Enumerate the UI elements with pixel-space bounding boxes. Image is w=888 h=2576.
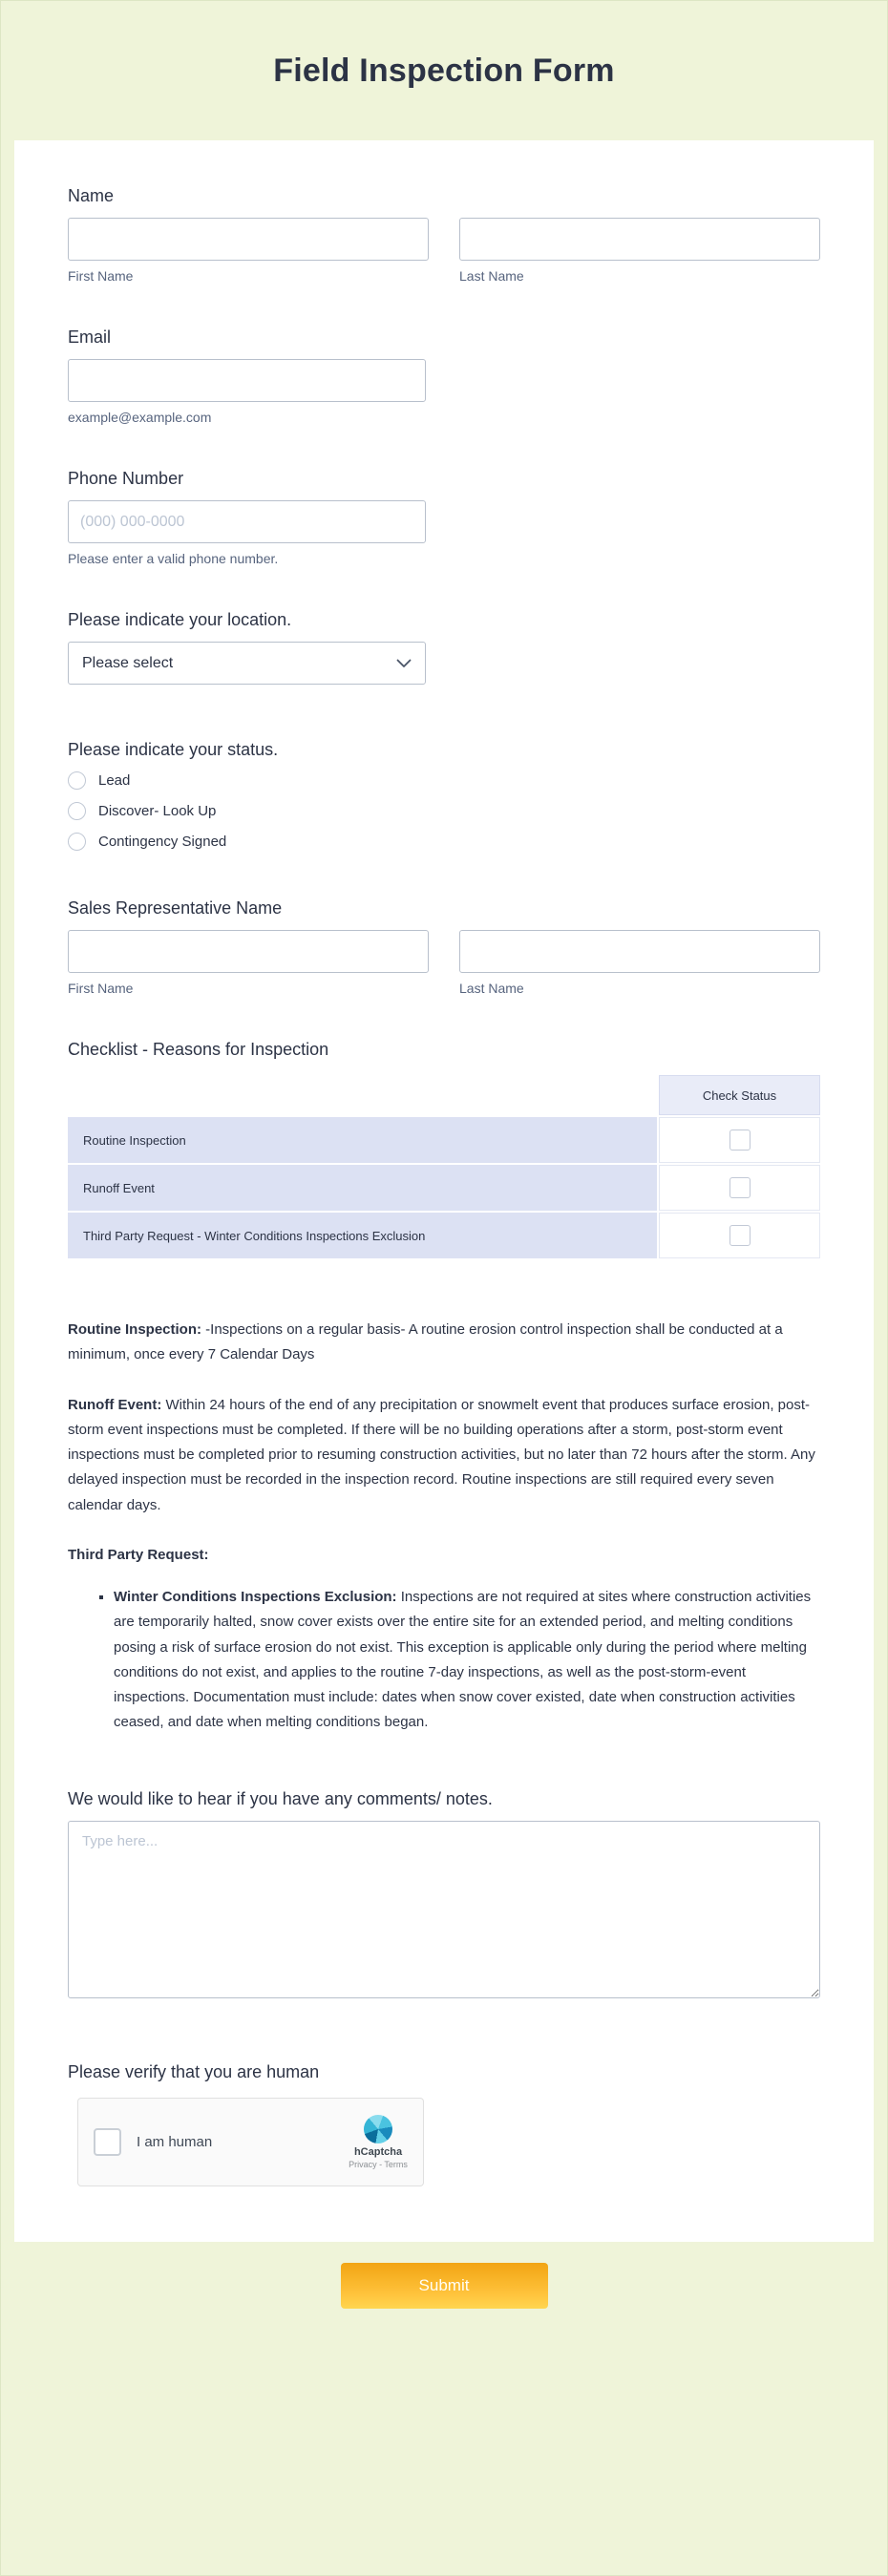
name-label: Name	[68, 186, 115, 205]
info-rest: Within 24 hours of the end of any precipitation or snowmelt event that produces surface erosion, post-storm event inspections must be completed. If there will be no building operations after a storm, post-storm event inspections must be completed prior to resuming construction activities, but no later than 72 hours after the storm. Any delayed inspection must be recorded in the inspection record. Routine inspections are still required every seven calendar days.	[68, 1396, 815, 1513]
info-bold: Routine Inspection:	[68, 1321, 201, 1338]
hcaptcha-privacy-terms-links[interactable]: Privacy - Terms	[349, 2159, 408, 2169]
location-label: Please indicate your location.	[68, 610, 292, 629]
email-label: Email	[68, 327, 112, 347]
sales-rep-label: Sales Representative Name	[68, 898, 283, 918]
field-phone	[68, 469, 820, 566]
info-bold: Runoff Event:	[68, 1396, 162, 1413]
field-captcha	[68, 2062, 820, 2186]
comments-label: We would like to hear if you have any comments/ notes.	[68, 1788, 493, 1808]
last-name-sublabel: Last Name	[459, 268, 524, 284]
chevron-down-icon	[396, 659, 412, 668]
field-checklist	[68, 1040, 820, 1258]
radio-button[interactable]	[68, 771, 86, 790]
hcaptcha-widget[interactable]	[77, 2098, 424, 2186]
first-name-sublabel: First Name	[68, 268, 134, 284]
sales-rep-first-sublabel: First Name	[68, 981, 134, 996]
checklist-label: Checklist - Reasons for Inspection	[68, 1040, 329, 1059]
info-paragraph-runoff	[68, 1393, 820, 1518]
radio-label: Discover- Look Up	[98, 803, 217, 819]
submit-button[interactable]: Submit	[341, 2263, 548, 2309]
info-bold: Winter Conditions Inspections Exclusion:	[114, 1589, 397, 1605]
last-name-input[interactable]	[459, 218, 820, 261]
email-sublabel: example@example.com	[68, 410, 212, 425]
checklist-column-header: Check Status	[659, 1075, 820, 1115]
checklist-row-label: Third Party Request - Winter Conditions Inspections Exclusion	[68, 1213, 657, 1258]
status-option-lead[interactable]	[68, 771, 820, 790]
status-option-contingency[interactable]	[68, 833, 820, 851]
radio-label: Contingency Signed	[98, 834, 227, 850]
phone-input[interactable]	[68, 500, 426, 543]
phone-sublabel: Please enter a valid phone number.	[68, 551, 279, 566]
radio-button[interactable]	[68, 833, 86, 851]
checklist-table	[68, 1075, 820, 1258]
page-title: Field Inspection Form	[273, 52, 615, 89]
info-paragraph-third-party	[68, 1543, 820, 1568]
checklist-check-cell	[659, 1213, 820, 1258]
field-name	[68, 186, 820, 284]
info-bold: Third Party Request:	[68, 1546, 209, 1563]
sales-rep-last-sublabel: Last Name	[459, 981, 524, 996]
checklist-row-label: Runoff Event	[68, 1165, 657, 1211]
first-name-input[interactable]	[68, 218, 429, 261]
info-bullet-winter-exclusion	[114, 1585, 820, 1736]
checklist-checkbox-runoff[interactable]	[729, 1177, 751, 1198]
phone-label: Phone Number	[68, 469, 184, 488]
checklist-check-cell	[659, 1165, 820, 1211]
radio-button[interactable]	[68, 802, 86, 820]
location-select-value: Please select	[82, 654, 174, 671]
field-status	[68, 740, 820, 851]
sales-rep-last-name-input[interactable]	[459, 930, 820, 973]
field-sales-rep	[68, 898, 820, 996]
status-label: Please indicate your status.	[68, 740, 279, 759]
info-bullet-list	[68, 1585, 820, 1736]
captcha-checkbox[interactable]	[94, 2128, 121, 2156]
info-text	[68, 1318, 820, 1736]
field-email	[68, 327, 820, 425]
sales-rep-first-name-input[interactable]	[68, 930, 429, 973]
checklist-header-spacer	[68, 1075, 657, 1115]
checklist-check-cell	[659, 1117, 820, 1163]
info-paragraph-routine	[68, 1318, 820, 1368]
field-location	[68, 610, 820, 685]
hcaptcha-brand-name: hCaptcha	[353, 2145, 403, 2158]
hcaptcha-branding	[347, 2115, 410, 2169]
radio-label: Lead	[98, 772, 131, 789]
field-comments	[68, 1789, 820, 2003]
checklist-checkbox-third-party[interactable]	[729, 1225, 751, 1246]
info-rest: -Inspections on a regular basis- A routine erosion control inspection shall be conducted at a minimum, once every 7 Calendar Days	[68, 1321, 783, 1363]
checklist-checkbox-routine[interactable]	[729, 1130, 751, 1151]
checklist-row-label: Routine Inspection	[68, 1117, 657, 1163]
form-header	[1, 1, 887, 140]
comments-textarea[interactable]	[68, 1821, 820, 1998]
hcaptcha-logo-icon	[364, 2115, 392, 2143]
status-option-discover[interactable]	[68, 802, 820, 820]
form-footer	[1, 2242, 887, 2309]
email-input[interactable]	[68, 359, 426, 402]
captcha-checkbox-label: I am human	[137, 2133, 213, 2150]
form-card	[14, 140, 874, 2242]
location-select[interactable]	[68, 642, 426, 685]
info-rest: Inspections are not required at sites where construction activities are temporarily halted, snow cover exists over the entire site for an extended period, and melting conditions posing a risk of surface erosion do not exist. This exception is applicable only during the period where melting conditions do not exist, and applies to the routine 7-day inspections, as well as the post-storm-event inspections. Documentation must include: dates when snow cover existed, date when construction activities ceased, and date when melting conditions began.	[114, 1589, 812, 1731]
captcha-label: Please verify that you are human	[68, 2061, 320, 2081]
